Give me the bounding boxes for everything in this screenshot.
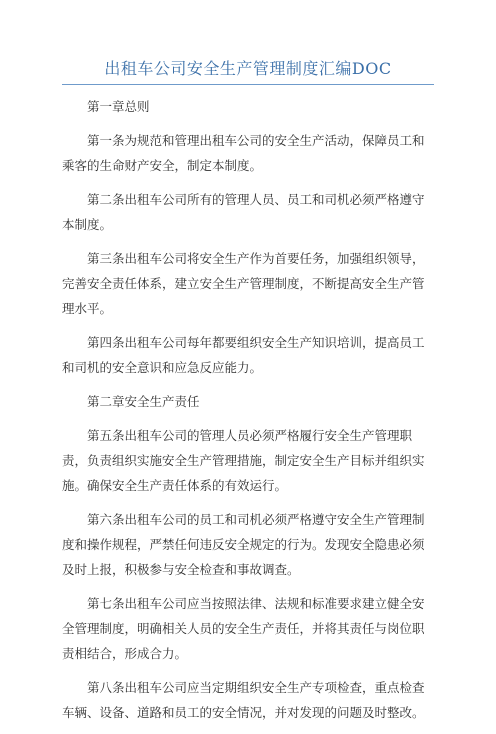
article-1: 第一条为规范和管理出租车公司的安全生产活动，保障员工和乘客的生命财产安全，制定本制度。 — [62, 133, 425, 173]
chapter-1-heading: 第一章总则 — [87, 99, 150, 114]
article-2: 第二条出租车公司所有的管理人员、员工和司机必须严格遵守本制度。 — [62, 192, 425, 232]
article-3: 第三条出租车公司将安全生产作为首要任务，加强组织领导，完善安全责任体系，建立安全生产管理制度，不断提高安全生产管理水平。 — [62, 251, 425, 316]
article-7: 第七条出租车公司应当按照法律、法规和标准要求建立健全安全管理制度，明确相关人员的安全生产责任，并将其责任与岗位职责相结合，形成合力。 — [62, 596, 425, 661]
chapter-2-heading: 第二章安全生产责任 — [87, 394, 200, 409]
title-underline — [62, 84, 434, 85]
article-6: 第六条出租车公司的员工和司机必须严格遵守安全生产管理制度和操作规程，严禁任何违反安全规定的行为。发现安全隐患必须及时上报，积极参与安全检查和事故调查。 — [62, 512, 425, 577]
article-4: 第四条出租车公司每年都要组织安全生产知识培训，提高员工和司机的安全意识和应急反应能力。 — [62, 335, 425, 375]
document-body — [62, 94, 436, 734]
article-8: 第八条出租车公司应当定期组织安全生产专项检查，重点检查车辆、设备、道路和员工的安全情况，并对发现的问题及时整改。 — [62, 680, 425, 720]
article-5: 第五条出租车公司的管理人员必须严格履行安全生产管理职责，负责组织实施安全生产管理措施，制定安全生产目标并组织实施。确保安全生产责任体系的有效运行。 — [62, 428, 425, 493]
document-title: 出租车公司安全生产管理制度汇编DOC — [104, 59, 392, 78]
